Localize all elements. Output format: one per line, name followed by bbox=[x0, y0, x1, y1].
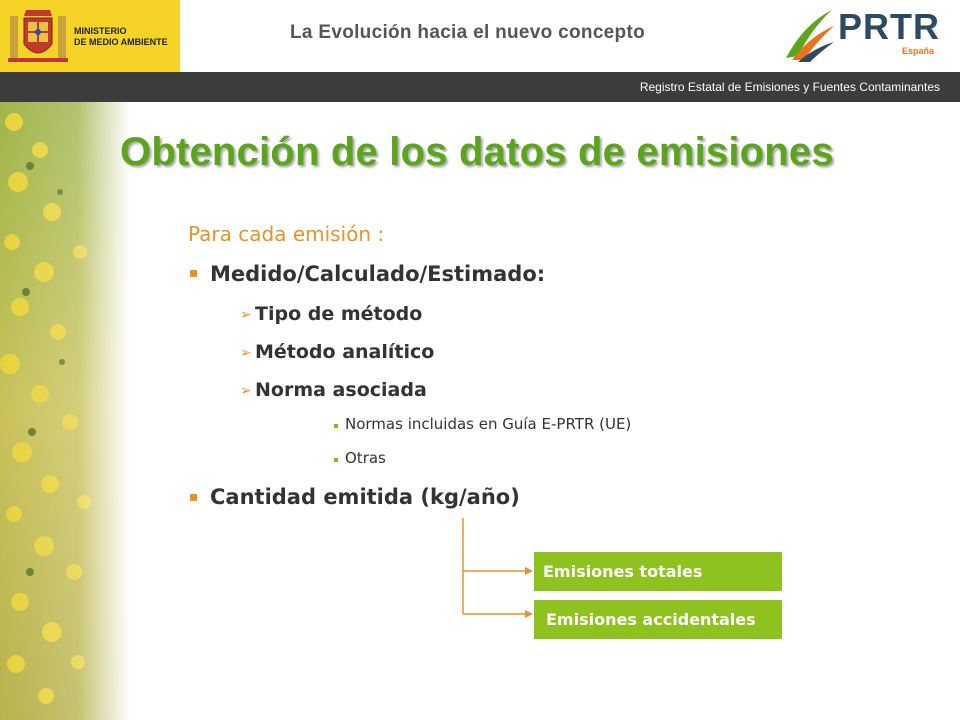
arrow-head-icon bbox=[525, 567, 533, 575]
small-bullet-icon bbox=[334, 458, 338, 462]
coat-of-arms-icon bbox=[8, 4, 68, 68]
slide-title: Obtención de los datos de emisiones bbox=[120, 130, 834, 174]
prtr-logo-text: PRTR bbox=[838, 6, 940, 47]
norm-eprtr-guide: Normas incluidas en Guía E-PRTR (UE) bbox=[345, 415, 632, 433]
ministry-header bbox=[0, 0, 180, 72]
section-heading: Para cada emisión : bbox=[188, 222, 385, 246]
square-bullet-icon bbox=[190, 494, 197, 501]
flower-photo bbox=[0, 102, 130, 720]
small-bullet-icon bbox=[334, 424, 338, 428]
accidental-emissions-box bbox=[534, 600, 782, 639]
accidental-emissions-label: Emisiones accidentales bbox=[546, 610, 756, 629]
header-title: La Evolución hacia el nuevo concepto bbox=[290, 22, 645, 43]
ministry-name bbox=[74, 26, 168, 48]
square-bullet-icon bbox=[190, 270, 197, 277]
total-emissions-box bbox=[534, 552, 782, 591]
total-emissions-label: Emisiones totales bbox=[543, 562, 703, 581]
arrow-head-icon bbox=[525, 610, 533, 618]
ministry-line-1: MINISTERIO bbox=[74, 26, 127, 36]
sub-associated-norm: Norma asociada bbox=[255, 379, 427, 401]
sub-analytic-method: Método analítico bbox=[255, 341, 435, 363]
arrow-bullet-icon: ➢ bbox=[240, 383, 252, 399]
connector-arrows bbox=[455, 518, 535, 624]
ministry-line-2: DE MEDIO AMBIENTE bbox=[74, 37, 168, 47]
bullet-emitted-amount: Cantidad emitida (kg/año) bbox=[210, 485, 520, 509]
arrow-bullet-icon: ➢ bbox=[240, 307, 252, 323]
arrow-bullet-icon: ➢ bbox=[240, 345, 252, 361]
registry-band bbox=[0, 72, 960, 102]
sub-method-type: Tipo de método bbox=[255, 303, 423, 325]
registry-band-text: Registro Estatal de Emisiones y Fuentes Contaminantes bbox=[639, 80, 940, 94]
prtr-logo-subtext: España bbox=[902, 46, 935, 56]
bullet-measured-calculated: Medido/Calculado/Estimado: bbox=[210, 262, 546, 286]
norm-others: Otras bbox=[345, 449, 386, 467]
